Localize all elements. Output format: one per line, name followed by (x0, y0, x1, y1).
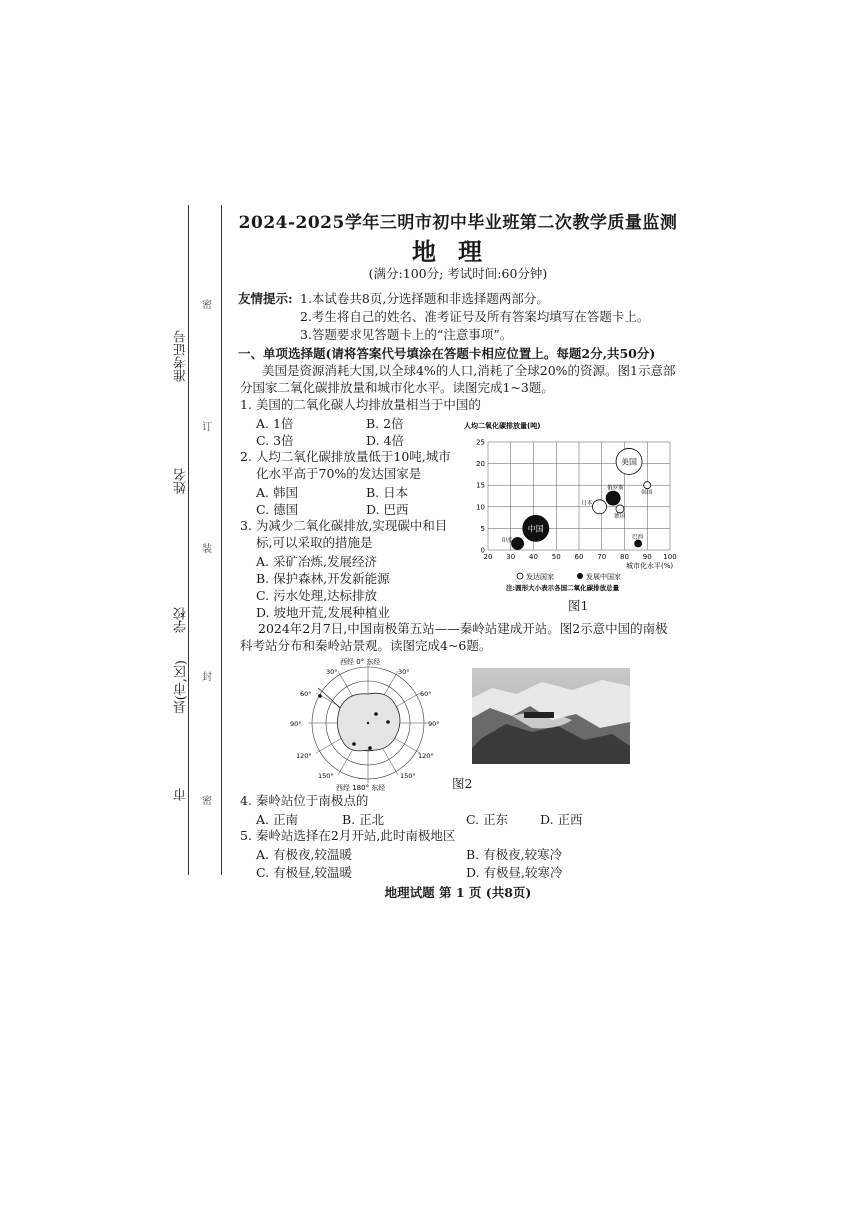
point-label-俄罗斯: 俄罗斯 (607, 485, 624, 492)
q1-option-d: D. 4倍 (366, 433, 404, 448)
map-lon-150e: 150° (400, 772, 416, 780)
y-tick-label: 25 (476, 438, 485, 447)
map-lon-30w: 30° (326, 668, 338, 676)
legend-developing-label: 发展中国家 (586, 573, 621, 581)
x-tick-label: 20 (483, 553, 493, 561)
q3-option-c: C. 污水处理,达标排放 (256, 588, 378, 603)
q5-option-d: D. 有极昼,较寒冷 (466, 865, 563, 880)
city-label: 市 (174, 788, 189, 801)
map-label-top: 西经 0° 东经 (340, 658, 381, 666)
q2-stem-2: 化水平高于70%的发达国家是 (256, 466, 422, 481)
chart-xlabel: 城市化水平(%) (626, 562, 674, 570)
name-label: 姓名 (174, 468, 189, 494)
y-tick-label: 20 (476, 460, 485, 469)
map-lon-150w: 150° (318, 772, 334, 780)
x-tick-label: 30 (506, 553, 516, 561)
q4-option-b: B. 正北 (342, 812, 385, 827)
exam-title: 2024-2025学年三明市初中毕业班第二次教学质量监测 (238, 213, 678, 233)
x-tick-label: 60 (574, 553, 584, 561)
section1-intro-2: 分国家二氧化碳排放量和城市化水平。读图完成1~3题。 (240, 380, 554, 395)
point-巴西 (635, 540, 642, 547)
point-label-中国: 中国 (527, 524, 544, 534)
station-marker (368, 746, 372, 750)
tip-2: 2.考生将自己的姓名、准考证号及所有答案均填写在答题卡上。 (300, 309, 650, 324)
x-tick-label: 50 (551, 553, 561, 561)
station-marker (318, 694, 322, 698)
q3-option-a: A. 采矿冶炼,发展经济 (256, 554, 377, 569)
county-label: 县(市,区) (174, 660, 189, 714)
map-lon-90w: 90° (290, 720, 302, 728)
map-lon-90e: 90° (428, 720, 440, 728)
point-德国 (616, 505, 624, 513)
x-tick-label: 80 (620, 553, 629, 561)
map-lon-60e: 60° (420, 690, 432, 698)
point-label-韩国: 韩国 (641, 490, 653, 497)
q4-option-c: C. 正东 (466, 812, 509, 827)
legend-developed-label: 发达国家 (526, 573, 554, 581)
tip-3: 3.答题要求见答题卡上的“注意事项”。 (300, 327, 513, 342)
point-label-德国: 德国 (613, 513, 625, 520)
seal-char-4: 封 (202, 672, 212, 683)
chart-ylabel: 人均二氧化碳排放量(吨) (464, 422, 541, 430)
point-日本 (592, 500, 606, 514)
margin-line-right (221, 205, 222, 875)
section1-intro-1: 美国是资源消耗大国,以全球4%的人口,消耗了全球20%的资源。图1示意部 (262, 363, 676, 378)
section2-intro-1: 2024年2月7日,中国南极第五站——秦岭站建成开站。图2示意中国的南极 (258, 621, 668, 636)
subject-title: 地理 (412, 237, 504, 266)
exam-no-label: 准考证号 (174, 330, 189, 382)
section2-intro-2: 科考站分布和秦岭站景观。读图完成4~6题。 (240, 638, 492, 653)
x-tick-label: 100 (663, 553, 677, 561)
y-tick-label: 10 (476, 503, 485, 512)
point-label-美国: 美国 (621, 457, 638, 467)
q4-option-d: D. 正西 (540, 812, 583, 827)
seal-char-2: 订 (202, 422, 212, 433)
map-lon-120w: 120° (296, 752, 312, 760)
q3-stem-1: 3. 为减少二氧化碳排放,实现碳中和目 (240, 518, 448, 533)
q1-option-c: C. 3倍 (256, 433, 294, 448)
figure2-label: 图2 (452, 776, 473, 791)
q2-option-a: A. 韩国 (256, 485, 298, 500)
antarctic-polar-map (288, 656, 448, 792)
chart-note: 注:圆形大小表示各国二氧化碳排放总量 (506, 584, 620, 592)
margin-line-left (188, 205, 189, 875)
q2-option-b: B. 日本 (366, 485, 409, 500)
point-印度 (512, 538, 524, 550)
exam-info: (满分:100分; 考试时间:60分钟) (368, 266, 548, 281)
station-marker (386, 720, 390, 724)
q4-option-a: A. 正南 (256, 812, 298, 827)
page-footer: 地理试题 第 1 页 (共8页) (384, 885, 532, 900)
q5-option-a: A. 有极夜,较温暖 (256, 847, 352, 862)
q2-option-c: C. 德国 (256, 502, 299, 517)
point-俄罗斯 (606, 491, 620, 505)
map-label-bottom: 西经 180° 东经 (336, 784, 386, 792)
x-tick-label: 90 (642, 553, 652, 561)
station-marker (374, 712, 378, 716)
map-lon-30e: 30° (398, 668, 410, 676)
q2-option-d: D. 巴西 (366, 502, 409, 517)
q4-stem: 4. 秦岭站位于南极点的 (240, 793, 369, 808)
q2-stem-1: 2. 人均二氧化碳排放量低于10吨,城市 (240, 449, 451, 464)
south-pole-marker (367, 722, 369, 724)
q5-stem: 5. 秦岭站选择在2月开站,此时南极地区 (240, 828, 456, 843)
tip-1: 1.本试卷共8页,分选择题和非选择题两部分。 (300, 291, 549, 306)
q1-option-a: A. 1倍 (256, 416, 294, 431)
x-tick-label: 70 (597, 553, 607, 561)
point-韩国 (644, 482, 651, 489)
q1-option-b: B. 2倍 (366, 416, 404, 431)
q3-option-b: B. 保护森林,开发新能源 (256, 571, 390, 586)
figure1-label: 图1 (568, 598, 589, 613)
seal-char-1: 密 (202, 300, 212, 311)
q3-stem-2: 标,可以采取的措施是 (256, 535, 373, 550)
seal-char-3: 装 (202, 544, 212, 555)
point-label-日本: 日本 (581, 500, 593, 507)
point-label-巴西: 巴西 (632, 534, 644, 541)
school-label: 学校 (174, 607, 189, 633)
y-tick-label: 15 (476, 481, 485, 490)
map-lon-60w: 60° (300, 690, 312, 698)
map-lon-120e: 120° (418, 752, 434, 760)
point-label-印度: 印度 (501, 538, 513, 545)
station-marker (352, 742, 356, 746)
antarctic-peninsula (318, 688, 340, 708)
qinling-station-photo (472, 668, 630, 764)
legend-developing-marker (577, 573, 583, 579)
y-tick-label: 0 (480, 546, 485, 555)
q5-option-b: B. 有极夜,较寒冷 (466, 847, 563, 862)
section1-heading: 一、单项选择题(请将答案代号填涂在答题卡相应位置上。每题2分,共50分) (238, 346, 656, 361)
q1-stem: 1. 美国的二氧化碳人均排放量相当于中国的 (240, 397, 481, 412)
legend-developed-marker (517, 573, 523, 579)
x-tick-label: 40 (529, 553, 538, 561)
q5-option-c: C. 有极昼,较温暖 (256, 865, 353, 880)
figure1-chart (458, 418, 698, 618)
y-tick-label: 5 (480, 524, 485, 533)
q3-option-d: D. 坡地开荒,发展种植业 (256, 605, 390, 620)
seal-char-5: 密 (202, 796, 212, 807)
tips-label: 友情提示: (238, 291, 293, 306)
